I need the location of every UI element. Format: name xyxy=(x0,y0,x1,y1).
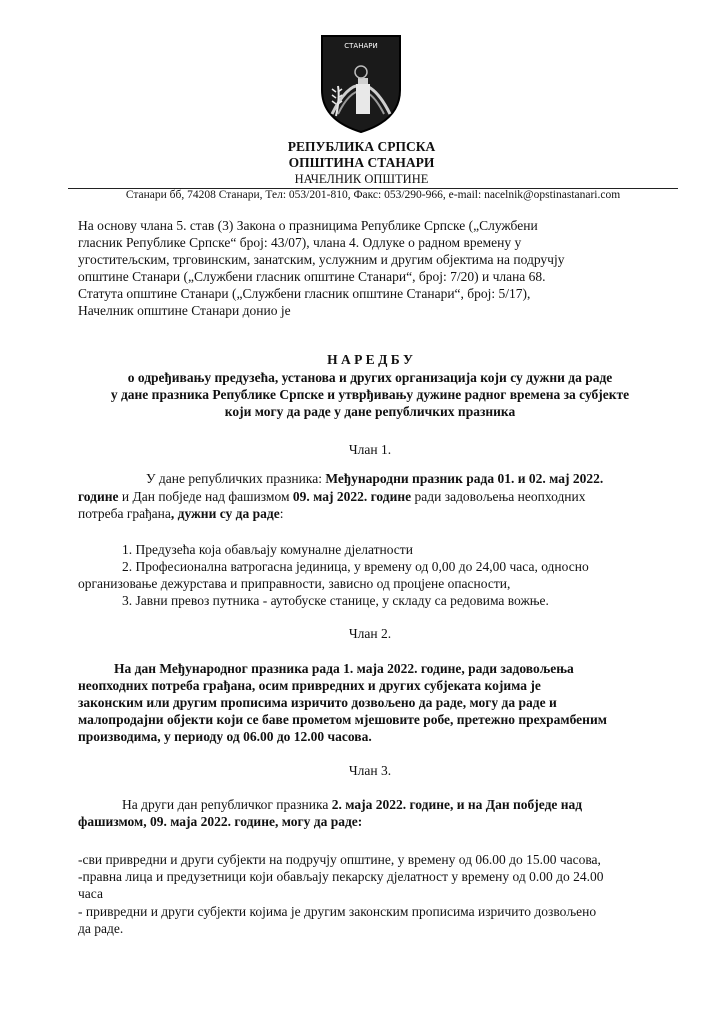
municipality-crest-icon xyxy=(318,28,404,134)
intro-line: Начелник општине Станари донио је xyxy=(78,303,291,318)
article-2-line: На дан Међународног празника рада 1. маја 2022. године, ради задовољења xyxy=(114,661,574,676)
article-2-line: неопходних потреба грађана, осим привредних и других субјеката којима је xyxy=(78,678,541,693)
article-3-item: -сви привредни и други субјекти на подручју општине, у времену од 06.00 до 15.00 часова, xyxy=(78,852,601,867)
office-name: НАЧЕЛНИК ОПШТИНЕ xyxy=(294,172,429,186)
article-3-heading: Члан 3. xyxy=(348,763,392,778)
document-title: Н А Р Е Д Б У xyxy=(327,352,413,367)
republic-name: РЕПУБЛИКА СРПСКА xyxy=(287,139,436,154)
municipality-name: ОПШТИНА СТАНАРИ xyxy=(288,155,435,170)
intro-line: угоститељским, трговинским, занатским, услужним и другим објектима на подручју xyxy=(78,252,565,267)
article-3-item: часа xyxy=(78,886,103,901)
article-3-line: фашизмом, 09. маја 2022. године, могу да раде: xyxy=(78,814,363,829)
article-1-line: потреба грађана, дужни су да раде: xyxy=(78,506,284,521)
article-3-item: - привредни и други субјекти којима је другим законским прописима изричито дозвољено xyxy=(78,904,597,919)
article-3-item: -правна лица и предузетници који обављају пекарску дјелатност у времену од 0.00 до 24.00 xyxy=(78,869,604,884)
article-3-line: На други дан републичког празника 2. маја 2022. године, и на Дан побједе над xyxy=(122,797,583,812)
article-1-heading: Члан 1. xyxy=(348,442,392,457)
subtitle-line: о одређивању предузећа, установа и других организација који су дужни да раде xyxy=(127,370,613,385)
subtitle-line: у дане празника Републике Српске и утврђивању дужине радног времена за субјекте xyxy=(110,387,630,402)
article-2-heading: Члан 2. xyxy=(348,626,392,641)
article-2-line: малопродајни објекти који се баве прометом мјешовите робе, претежно прехрамбеним xyxy=(78,712,607,727)
contact-line: Станари бб, 74208 Станари, Тел: 053/201-810, Факс: 053/290-966, e-mail: nacelnik@opstinastanari.com xyxy=(125,189,621,201)
article-3-item: да раде. xyxy=(78,921,124,936)
article-1-line: У дане републичких празника: Међународни празник рада 01. и 02. мај 2022. xyxy=(146,471,604,486)
article-1-item: 2. Професионална ватрогасна јединица, у времену од 0,00 до 24,00 часа, односно xyxy=(122,559,589,574)
article-2-line: законским или другим прописима изричито дозвољено да раде, могу да раде и xyxy=(78,695,557,710)
subtitle-line: који могу да раде у дане републичких празника xyxy=(224,404,516,419)
article-1-line: године и Дан побједе над фашизмом 09. мај 2022. године ради задовољења неопходних xyxy=(78,489,586,504)
intro-line: Статута општине Станари („Службени гласник општине Станари“, број: 5/17), xyxy=(78,286,531,301)
article-2-line: производима, у периоду од 06.00 до 12.00 часова. xyxy=(78,729,372,744)
article-1-item: 3. Јавни превоз путника - аутобуске станице, у складу са редовима вожње. xyxy=(122,593,549,608)
article-1-item: 1. Предузећа која обављају комуналне дјелатности xyxy=(122,542,413,557)
crest-text: СТАНАРИ xyxy=(344,42,378,50)
article-1-item: организовање дежурстава и приправности, зависно од процјене опасности, xyxy=(78,576,511,591)
intro-line: општине Станари („Службени гласник општине Станари“, број: 7/20) и члана 68. xyxy=(78,269,546,284)
intro-line: На основу члана 5. став (3) Закона о празницима Републике Српске („Службени xyxy=(78,218,538,233)
intro-line: гласник Републике Српске“ број: 43/07), члана 4. Одлуке о радном времену у xyxy=(78,235,522,250)
